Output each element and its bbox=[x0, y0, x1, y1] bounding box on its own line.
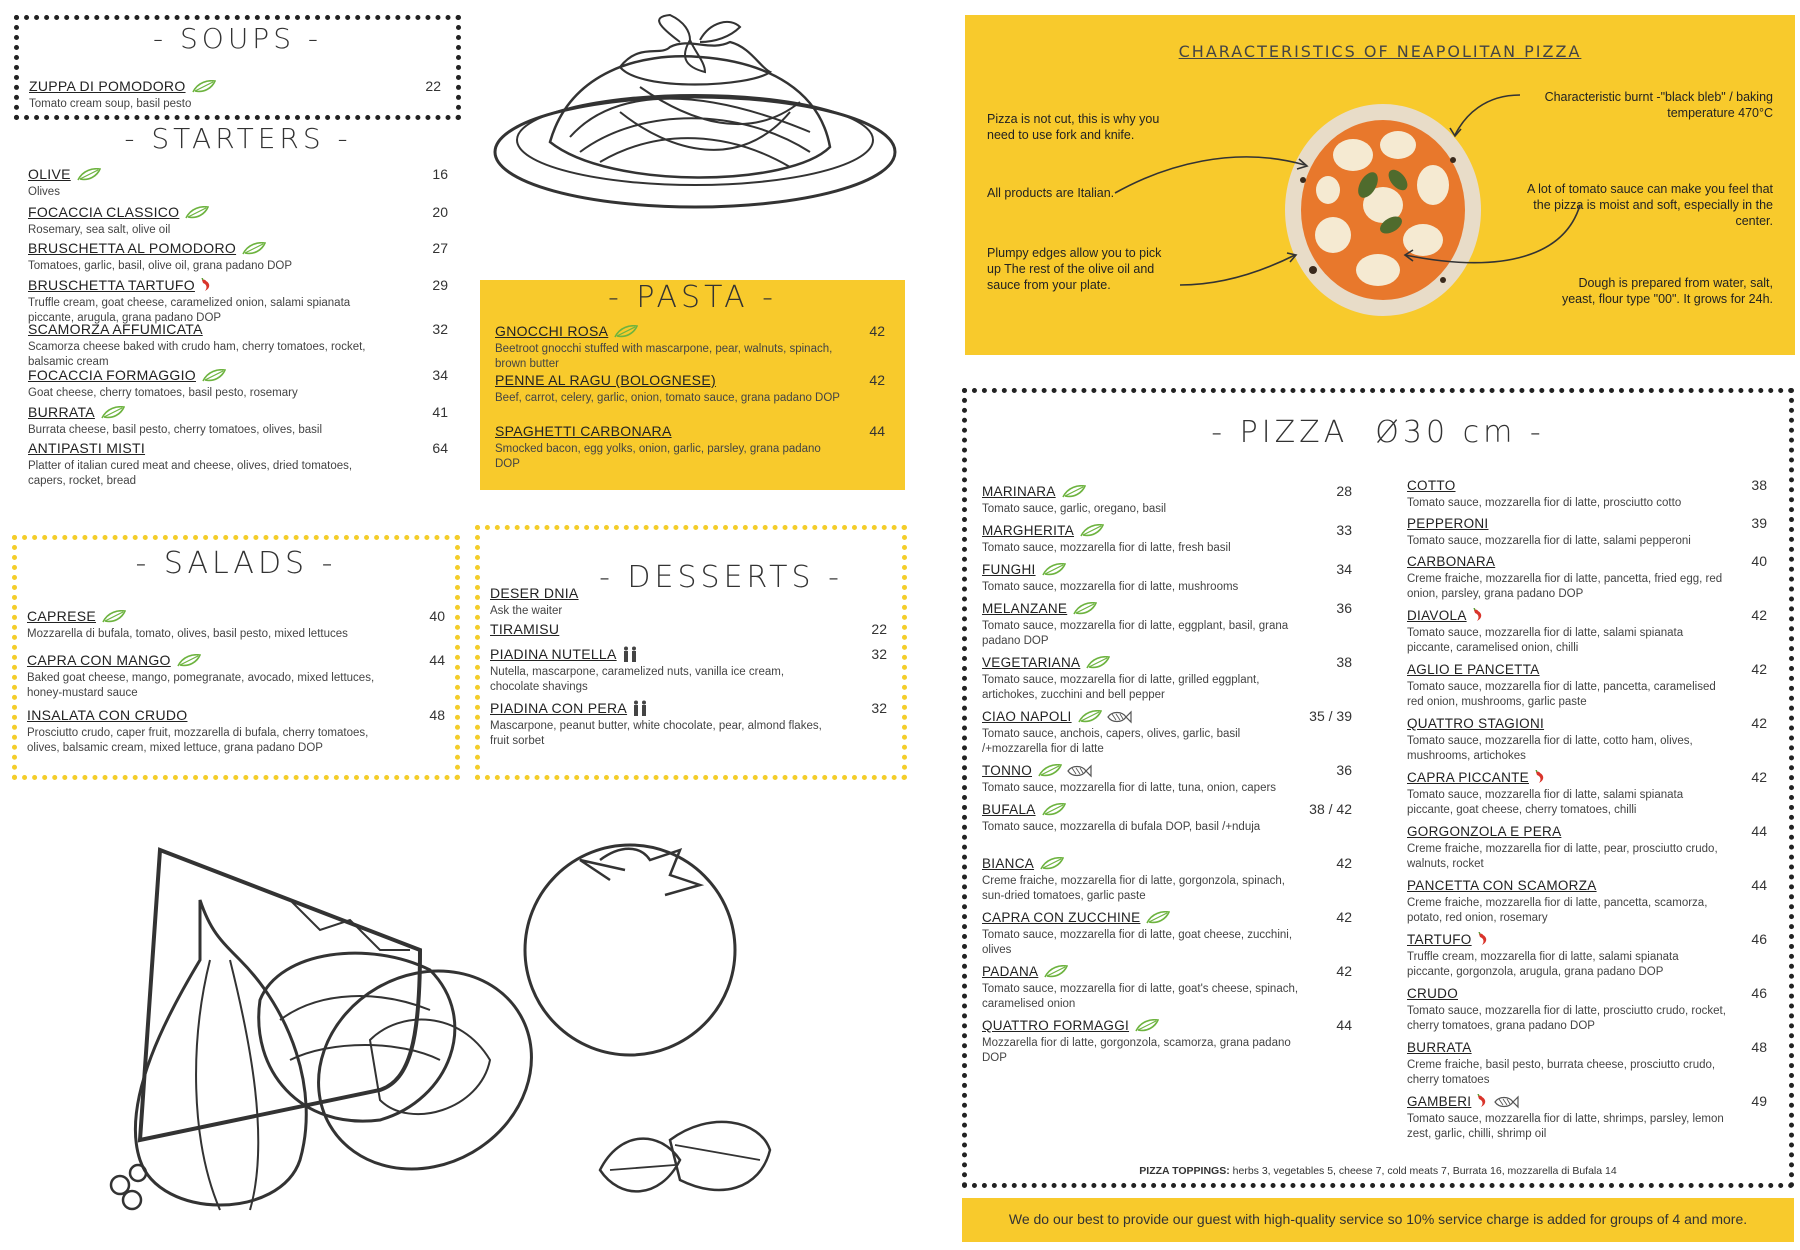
item-name: BURRATA bbox=[1407, 1040, 1472, 1055]
item-desc: Burrata cheese, basil pesto, cherry tomatoes, olives, basil bbox=[28, 424, 323, 436]
item-name: SCAMORZA AFFUMICATA bbox=[28, 321, 203, 337]
item-price: 42 bbox=[1336, 963, 1352, 979]
menu-item bbox=[982, 801, 1352, 835]
pasta-title: - PASTA - bbox=[608, 280, 777, 315]
menu-item bbox=[982, 963, 1352, 1012]
annotation-left: Plumpy edges allow you to pick up The rest of the olive oil and sauce from your plate. bbox=[987, 246, 1162, 292]
item-price: 40 bbox=[429, 608, 445, 624]
vegetarian-leaf-icon bbox=[185, 206, 209, 219]
item-price: 22 bbox=[871, 621, 887, 637]
item-name: MARGHERITA bbox=[982, 523, 1075, 538]
menu-item bbox=[490, 621, 887, 639]
menu-item bbox=[27, 707, 445, 756]
menu-item bbox=[490, 646, 887, 695]
item-desc: Tomato sauce, mozzarella di bufala DOP, basil /+nduja bbox=[982, 821, 1261, 833]
menu-item bbox=[982, 483, 1352, 517]
item-price: 48 bbox=[429, 707, 445, 723]
item-desc: Truffle cream, goat cheese, caramelized onion, salami spianata piccante, arugula, grana padano DOP bbox=[28, 297, 351, 324]
fish-icon bbox=[1106, 710, 1132, 724]
vegetarian-leaf-icon bbox=[202, 369, 226, 382]
item-desc: Tomato sauce, mozzarella fior di latte, cotto ham, olives, mushrooms, artichokes bbox=[1407, 735, 1693, 762]
menu-item bbox=[28, 166, 448, 200]
item-desc: Creme fraiche, basil pesto, burrata cheese, prosciutto crudo, cherry tomatoes bbox=[1407, 1059, 1716, 1086]
item-name: GNOCCHI ROSA bbox=[495, 323, 609, 339]
spaghetti-illustration bbox=[490, 12, 900, 212]
item-desc: Tomato sauce, mozzarella fior di latte, eggplant, basil, grana padano DOP bbox=[982, 620, 1289, 647]
item-price: 42 bbox=[1336, 909, 1352, 925]
menu-item bbox=[982, 654, 1352, 703]
vegetarian-leaf-icon bbox=[1073, 602, 1097, 615]
item-desc: Tomato sauce, mozzarella fior di latte, shrimps, parsley, lemon zest, garlic, chilli, shrimp oil bbox=[1407, 1113, 1724, 1140]
item-name: CAPRA PICCANTE bbox=[1407, 770, 1529, 785]
item-price: 36 bbox=[1336, 600, 1352, 616]
item-desc: Mascarpone, peanut butter, white chocolate, pear, almond flakes, fruit sorbet bbox=[490, 720, 822, 747]
item-name: DESER DNIA bbox=[490, 585, 579, 601]
item-price: 46 bbox=[1751, 985, 1767, 1001]
menu-item bbox=[1407, 985, 1767, 1034]
menu-item bbox=[1407, 553, 1767, 602]
item-desc: Tomato sauce, mozzarella fior di latte, fresh basil bbox=[982, 542, 1231, 554]
item-price: 29 bbox=[432, 277, 448, 293]
item-price: 42 bbox=[1751, 661, 1767, 677]
vegetarian-leaf-icon bbox=[1042, 563, 1066, 576]
item-price: 27 bbox=[432, 240, 448, 256]
item-desc: Nutella, mascarpone, caramelized nuts, vanilla ice cream, chocolate shavings bbox=[490, 666, 785, 693]
annotation-left: All products are Italian. bbox=[987, 186, 1115, 200]
item-desc: Tomato sauce, mozzarella fior di latte, salami spianata piccante, caramelised onion, chilli bbox=[1407, 627, 1684, 654]
vegetarian-leaf-icon bbox=[102, 610, 126, 623]
item-name: GORGONZOLA E PERA bbox=[1407, 824, 1562, 839]
item-desc: Tomato sauce, mozzarella fior di latte, pancetta, caramelised red onion, mushrooms, garlic paste bbox=[1407, 681, 1716, 708]
menu-item bbox=[27, 608, 445, 642]
menu-item bbox=[28, 321, 448, 370]
item-price: 22 bbox=[425, 78, 441, 94]
item-name: FUNGHI bbox=[982, 562, 1036, 577]
item-price: 44 bbox=[869, 423, 885, 439]
item-price: 41 bbox=[432, 404, 448, 420]
item-price: 32 bbox=[871, 646, 887, 662]
vegetarian-leaf-icon bbox=[1078, 710, 1102, 723]
item-name: TONNO bbox=[982, 763, 1033, 778]
item-name: MELANZANE bbox=[982, 601, 1068, 616]
item-name: ANTIPASTI MISTI bbox=[28, 440, 146, 456]
item-name: CAPRESE bbox=[27, 608, 97, 624]
item-price: 38 bbox=[1751, 477, 1767, 493]
salads-title: - SALADS - bbox=[135, 546, 337, 581]
menu-item bbox=[1407, 477, 1767, 511]
toppings-text: herbs 3, vegetables 5, cheese 7, cold meats 7, Burrata 16, mozzarella di Bufala 14 bbox=[1232, 1165, 1617, 1177]
item-desc: Tomato sauce, mozzarella fior di latte, mushrooms bbox=[982, 581, 1239, 593]
item-name: BURRATA bbox=[28, 404, 95, 420]
menu-item bbox=[982, 855, 1352, 904]
item-name: ZUPPA DI POMODORO bbox=[29, 78, 186, 94]
menu-item bbox=[28, 240, 448, 274]
item-price: 44 bbox=[429, 652, 445, 668]
vegetarian-leaf-icon bbox=[77, 168, 101, 181]
menu-item bbox=[27, 652, 445, 701]
item-price: 28 bbox=[1336, 483, 1352, 499]
spicy-chili-icon bbox=[1471, 608, 1485, 622]
item-desc: Rosemary, sea salt, olive oil bbox=[28, 224, 171, 236]
spicy-chili-icon bbox=[1533, 770, 1547, 784]
vegetarian-leaf-icon bbox=[242, 242, 266, 255]
menu-item bbox=[1407, 931, 1767, 980]
item-desc: Beef, carrot, celery, garlic, onion, tomato sauce, grana padano DOP bbox=[495, 392, 840, 404]
fish-icon bbox=[1066, 764, 1092, 778]
item-price: 32 bbox=[871, 700, 887, 716]
annotation-arrows bbox=[965, 15, 1795, 355]
annotation-right: A lot of tomato sauce can make you feel that the pizza is moist and soft, especially in the center. bbox=[1527, 182, 1773, 228]
item-desc: Tomato sauce, mozzarella fior di latte, prosciutto cotto bbox=[1407, 497, 1682, 509]
item-desc: Mozzarella di bufala, tomato, olives, basil pesto, mixed lettuces bbox=[27, 628, 348, 640]
item-price: 34 bbox=[1336, 561, 1352, 577]
item-price: 36 bbox=[1336, 762, 1352, 778]
menu-item bbox=[28, 440, 448, 489]
item-desc: Tomato sauce, garlic, oregano, basil bbox=[982, 503, 1167, 515]
item-name: QUATTRO FORMAGGI bbox=[982, 1018, 1130, 1033]
menu-item bbox=[1407, 1093, 1767, 1142]
item-desc: Truffle cream, mozzarella fior di latte, salami spianata piccante, gorgonzola, arugula, grana padano DOP bbox=[1407, 951, 1679, 978]
item-desc: Creme fraiche, mozzarella fior di latte, pear, prosciutto crudo, walnuts, rocket bbox=[1407, 843, 1718, 870]
pizza-title: - PIZZA Ø30 cm - bbox=[1211, 415, 1545, 450]
item-name: DIAVOLA bbox=[1407, 608, 1467, 623]
item-desc: Tomato sauce, mozzarella fior di latte, prosciutto crudo, rocket, cherry tomatoes, grana padano DOP bbox=[1407, 1005, 1726, 1032]
item-name: VEGETARIANA bbox=[982, 655, 1081, 670]
menu-item bbox=[982, 522, 1352, 556]
menu-item bbox=[1407, 607, 1767, 656]
vegetarian-leaf-icon bbox=[614, 325, 638, 338]
item-name: PEPPERONI bbox=[1407, 516, 1489, 531]
item-price: 16 bbox=[432, 166, 448, 182]
item-name: BUFALA bbox=[982, 802, 1036, 817]
item-name: SPAGHETTI CARBONARA bbox=[495, 423, 672, 439]
toppings-label: PIZZA TOPPINGS: bbox=[1139, 1165, 1230, 1177]
menu-item bbox=[982, 909, 1352, 958]
item-name: TIRAMISU bbox=[490, 621, 560, 637]
pizza-left-column bbox=[982, 483, 1352, 1123]
item-price: 42 bbox=[869, 372, 885, 388]
item-price: 34 bbox=[432, 367, 448, 383]
desserts-title: - DESSERTS - bbox=[599, 560, 843, 595]
item-price: 49 bbox=[1751, 1093, 1767, 1109]
item-price: 38 bbox=[1336, 654, 1352, 670]
item-name: CIAO NAPOLI bbox=[982, 709, 1072, 724]
item-price: 42 bbox=[1751, 769, 1767, 785]
pizza-section bbox=[962, 388, 1794, 1188]
menu-item bbox=[982, 708, 1352, 757]
footer-text: We do our best to provide our guest with high-quality service so 10% service charge is added for groups of 4 and more. bbox=[1008, 1211, 1748, 1227]
item-price: 20 bbox=[432, 204, 448, 220]
item-price: 33 bbox=[1336, 522, 1352, 538]
annotation-right: Dough is prepared from water, salt, yeast, flour type "00". It grows for 24h. bbox=[1561, 276, 1773, 306]
starters-section bbox=[28, 122, 448, 502]
item-desc: Baked goat cheese, mango, pomegranate, avocado, mixed lettuces, honey-mustard sauce bbox=[27, 672, 375, 699]
desserts-section bbox=[475, 525, 907, 780]
item-desc: Smocked bacon, egg yolks, onion, garlic, parsley, grana padano DOP bbox=[495, 443, 821, 470]
service-charge-footer bbox=[962, 1198, 1794, 1242]
item-desc: Olives bbox=[28, 186, 60, 198]
item-desc: Tomato cream soup, basil pesto bbox=[29, 98, 192, 110]
menu-item bbox=[29, 78, 441, 112]
item-desc: Creme fraiche, mozzarella fior di latte, pancetta, scamorza, potato, red onion, rosemary bbox=[1407, 897, 1708, 924]
vegetarian-leaf-icon bbox=[1044, 965, 1068, 978]
menu-item bbox=[28, 367, 448, 401]
item-name: PANCETTA CON SCAMORZA bbox=[1407, 878, 1597, 893]
item-name: BIANCA bbox=[982, 856, 1035, 871]
item-desc: Platter of italian cured meat and cheese, olives, dried tomatoes, capers, rocket, bread bbox=[28, 460, 353, 487]
menu-item bbox=[1407, 515, 1767, 549]
menu-item bbox=[1407, 1039, 1767, 1088]
starters-title: - STARTERS - bbox=[124, 122, 352, 155]
item-name: PENNE AL RAGU (BOLOGNESE) bbox=[495, 372, 716, 388]
pizza-right-column bbox=[1407, 477, 1767, 1177]
item-name: TARTUFO bbox=[1407, 932, 1472, 947]
vegetarian-leaf-icon bbox=[192, 80, 216, 93]
menu-item bbox=[982, 1017, 1352, 1066]
vegetarian-leaf-icon bbox=[1042, 803, 1066, 816]
item-price: 44 bbox=[1751, 877, 1767, 893]
item-price: 42 bbox=[1751, 607, 1767, 623]
item-name: CARBONARA bbox=[1407, 554, 1496, 569]
vegetarian-leaf-icon bbox=[1080, 524, 1104, 537]
spicy-chili-icon bbox=[1475, 1094, 1489, 1108]
item-desc: Goat cheese, cherry tomatoes, basil pesto, rosemary bbox=[28, 387, 298, 399]
item-desc: Mozzarella fior di latte, gorgonzola, scamorza, grana padano DOP bbox=[982, 1037, 1291, 1064]
menu-item bbox=[495, 323, 885, 372]
vegetarian-leaf-icon bbox=[1146, 911, 1170, 924]
sharing-people-icon bbox=[631, 700, 649, 716]
item-desc: Tomatoes, garlic, basil, olive oil, grana padano DOP bbox=[28, 260, 293, 272]
item-name: CAPRA CON MANGO bbox=[27, 652, 171, 668]
item-price: 64 bbox=[432, 440, 448, 456]
item-price: 39 bbox=[1751, 515, 1767, 531]
menu-item bbox=[982, 600, 1352, 649]
item-desc: Tomato sauce, mozzarella fior di latte, salami pepperoni bbox=[1407, 535, 1691, 547]
menu-item bbox=[1407, 769, 1767, 818]
item-name: PIADINA CON PERA bbox=[490, 700, 628, 716]
item-name: MARINARA bbox=[982, 484, 1056, 499]
item-desc: Scamorza cheese baked with crudo ham, cherry tomatoes, rocket, balsamic cream bbox=[28, 341, 366, 368]
item-name: CAPRA CON ZUCCHINE bbox=[982, 910, 1141, 925]
item-desc: Tomato sauce, mozzarella fior di latte, tuna, onion, capers bbox=[982, 782, 1277, 794]
spicy-chili-icon bbox=[199, 278, 213, 292]
item-price: 38 / 42 bbox=[1309, 801, 1352, 817]
item-price: 42 bbox=[869, 323, 885, 339]
item-name: PIADINA NUTELLA bbox=[490, 646, 617, 662]
menu-item bbox=[1407, 877, 1767, 926]
characteristics-title: CHARACTERISTICS OF NEAPOLITAN PIZZA bbox=[1178, 42, 1582, 61]
item-desc: Ask the waiter bbox=[490, 605, 563, 617]
spicy-chili-icon bbox=[1476, 932, 1490, 946]
item-desc: Tomato sauce, mozzarella fior di latte, salami spianata piccante, goat cheese, cherry tomatoes, chilli bbox=[1407, 789, 1684, 816]
vegetarian-leaf-icon bbox=[1040, 857, 1064, 870]
menu-item bbox=[490, 700, 887, 749]
item-price: 44 bbox=[1751, 823, 1767, 839]
soups-title: - SOUPS - bbox=[153, 22, 322, 55]
item-name: COTTO bbox=[1407, 478, 1456, 493]
pizza-toppings bbox=[967, 1165, 1789, 1177]
salads-section bbox=[12, 535, 460, 780]
item-desc: Prosciutto crudo, caper fruit, mozzarella di bufala, cherry tomatoes, olives, balsamic cream, mixed lettuce, grana padano DOP bbox=[27, 727, 369, 754]
item-price: 32 bbox=[432, 321, 448, 337]
characteristics-panel bbox=[965, 15, 1795, 355]
vegetarian-leaf-icon bbox=[1086, 656, 1110, 669]
item-price: 40 bbox=[1751, 553, 1767, 569]
menu-item bbox=[1407, 715, 1767, 764]
item-price: 42 bbox=[1336, 855, 1352, 871]
item-name: BRUSCHETTA AL POMODORO bbox=[28, 240, 237, 256]
vegetarian-leaf-icon bbox=[1062, 485, 1086, 498]
menu-item bbox=[1407, 823, 1767, 872]
menu-item bbox=[1407, 661, 1767, 710]
sharing-people-icon bbox=[621, 646, 639, 662]
menu-item bbox=[28, 404, 448, 438]
item-desc: Beetroot gnocchi stuffed with mascarpone, pear, walnuts, spinach, brown butter bbox=[495, 343, 833, 370]
fish-icon bbox=[1493, 1095, 1519, 1109]
item-price: 46 bbox=[1751, 931, 1767, 947]
vegetarian-leaf-icon bbox=[177, 654, 201, 667]
soups-section bbox=[14, 15, 461, 120]
item-price: 48 bbox=[1751, 1039, 1767, 1055]
item-name: FOCACCIA FORMAGGIO bbox=[28, 367, 196, 383]
menu-item bbox=[982, 561, 1352, 595]
vegetarian-leaf-icon bbox=[1038, 764, 1062, 777]
menu-item bbox=[495, 423, 885, 472]
item-name: INSALATA CON CRUDO bbox=[27, 707, 188, 723]
item-name: PADANA bbox=[982, 964, 1039, 979]
item-desc: Tomato sauce, anchois, capers, olives, garlic, basil /+mozzarella fior di latte bbox=[982, 728, 1241, 755]
vegetarian-leaf-icon bbox=[1135, 1019, 1159, 1032]
menu-item bbox=[490, 585, 887, 619]
item-desc: Tomato sauce, mozzarella fior di latte, grilled eggplant, artichokes, zucchini and bell pepper bbox=[982, 674, 1260, 701]
item-name: FOCACCIA CLASSICO bbox=[28, 204, 180, 220]
item-desc: Tomato sauce, mozzarella fior di latte, goat's cheese, spinach, caramelised onion bbox=[982, 983, 1299, 1010]
menu-item bbox=[28, 277, 448, 326]
item-price: 35 / 39 bbox=[1309, 708, 1352, 724]
item-name: OLIVE bbox=[28, 166, 71, 182]
annotation-right: Characteristic burnt -"black bleb" / baking temperature 470°C bbox=[1544, 90, 1773, 120]
annotation-left: Pizza is not cut, this is why you need to use fork and knife. bbox=[987, 112, 1160, 142]
item-price: 42 bbox=[1751, 715, 1767, 731]
item-name: QUATTRO STAGIONI bbox=[1407, 716, 1545, 731]
vegetables-illustration bbox=[80, 840, 840, 1240]
item-name: AGLIO E PANCETTA bbox=[1407, 662, 1540, 677]
item-desc: Creme fraiche, mozzarella fior di latte, pancetta, fried egg, red onion, parsley, grana padano DOP bbox=[1407, 573, 1723, 600]
item-name: CRUDO bbox=[1407, 986, 1458, 1001]
menu-item bbox=[495, 372, 885, 406]
vegetarian-leaf-icon bbox=[101, 406, 125, 419]
item-price: 44 bbox=[1336, 1017, 1352, 1033]
item-desc: Creme fraiche, mozzarella fior di latte, gorgonzola, spinach, sun-dried tomatoes, garlic paste bbox=[982, 875, 1285, 902]
menu-item bbox=[28, 204, 448, 238]
item-name: BRUSCHETTA TARTUFO bbox=[28, 277, 195, 293]
item-desc: Tomato sauce, mozzarella fior di latte, goat cheese, zucchini, olives bbox=[982, 929, 1293, 956]
menu-item bbox=[982, 762, 1352, 796]
item-name: GAMBERI bbox=[1407, 1094, 1472, 1109]
pasta-section bbox=[480, 280, 905, 490]
